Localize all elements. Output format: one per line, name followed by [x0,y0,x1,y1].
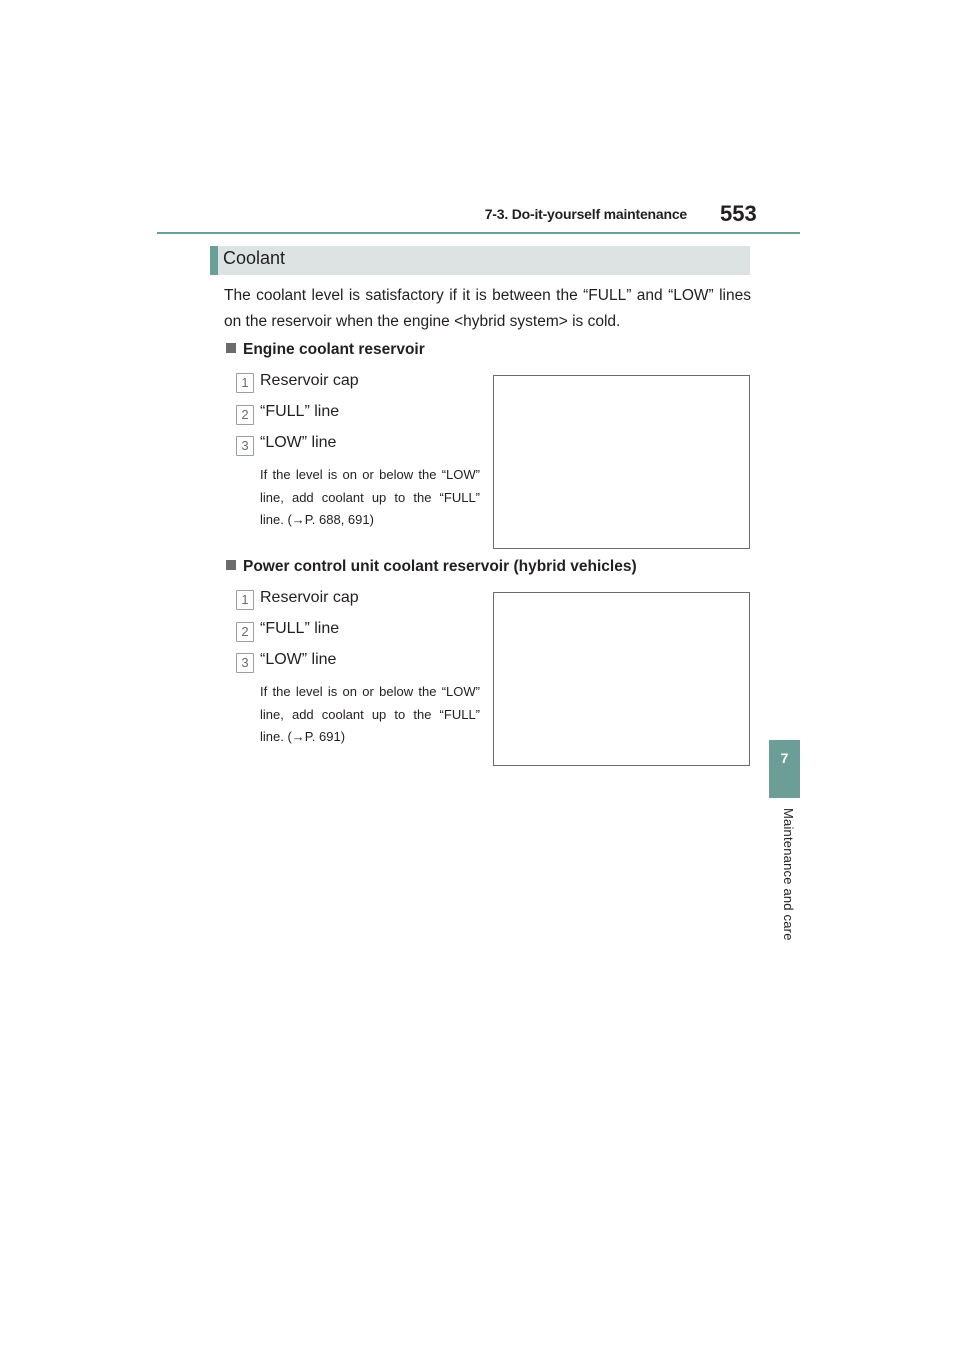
note-engine-coolant: If the level is on or below the “LOW” line, add coolant up to the “FULL” line. (→P. 688, 691) [260,467,480,527]
subheading-power-control-unit-reservoir [226,558,637,576]
page-number: 553 [720,201,757,226]
callout-label-full-line: “FULL” line [260,620,340,637]
callout-label-low-line: “LOW” line [260,651,337,668]
subheading-engine-coolant-reservoir [226,341,425,359]
callout-label-low-line: “LOW” line [260,434,337,451]
engine-coolant-reservoir-illustration [493,375,750,549]
callout-label-reservoir-cap: Reservoir cap [260,589,359,606]
section-title-bar [210,246,750,275]
callout-number: 1 [236,373,254,393]
callout-number: 2 [236,622,254,642]
running-header-section: 7-3. Do-it-yourself maintenance [484,206,687,222]
chapter-number: 7 [780,750,789,766]
chapter-tab [769,740,800,798]
callout-label-reservoir-cap: Reservoir cap [260,372,359,389]
power-control-unit-reservoir-illustration [493,592,750,766]
subheading-text: Power control unit coolant reservoir (hybrid vehicles) [243,558,637,575]
chapter-label: Maintenance and care [781,808,796,941]
square-bullet-icon [226,343,236,353]
square-bullet-icon [226,560,236,570]
callout-number: 3 [236,436,254,456]
section-title: Coolant [223,248,286,268]
callout-label-full-line: “FULL” line [260,403,340,420]
note-power-control-unit-coolant: If the level is on or below the “LOW” line, add coolant up to the “FULL” line. (→P. 691) [260,684,480,744]
intro-paragraph: The coolant level is satisfactory if it is between the “FULL” and “LOW” lines on the reservoir when the engine <hybrid system> is cold. [224,287,751,330]
callout-number: 2 [236,405,254,425]
section-title-accent [210,246,218,275]
header-rule [157,232,800,234]
subheading-text: Engine coolant reservoir [243,341,425,358]
callout-number: 1 [236,590,254,610]
callout-number: 3 [236,653,254,673]
